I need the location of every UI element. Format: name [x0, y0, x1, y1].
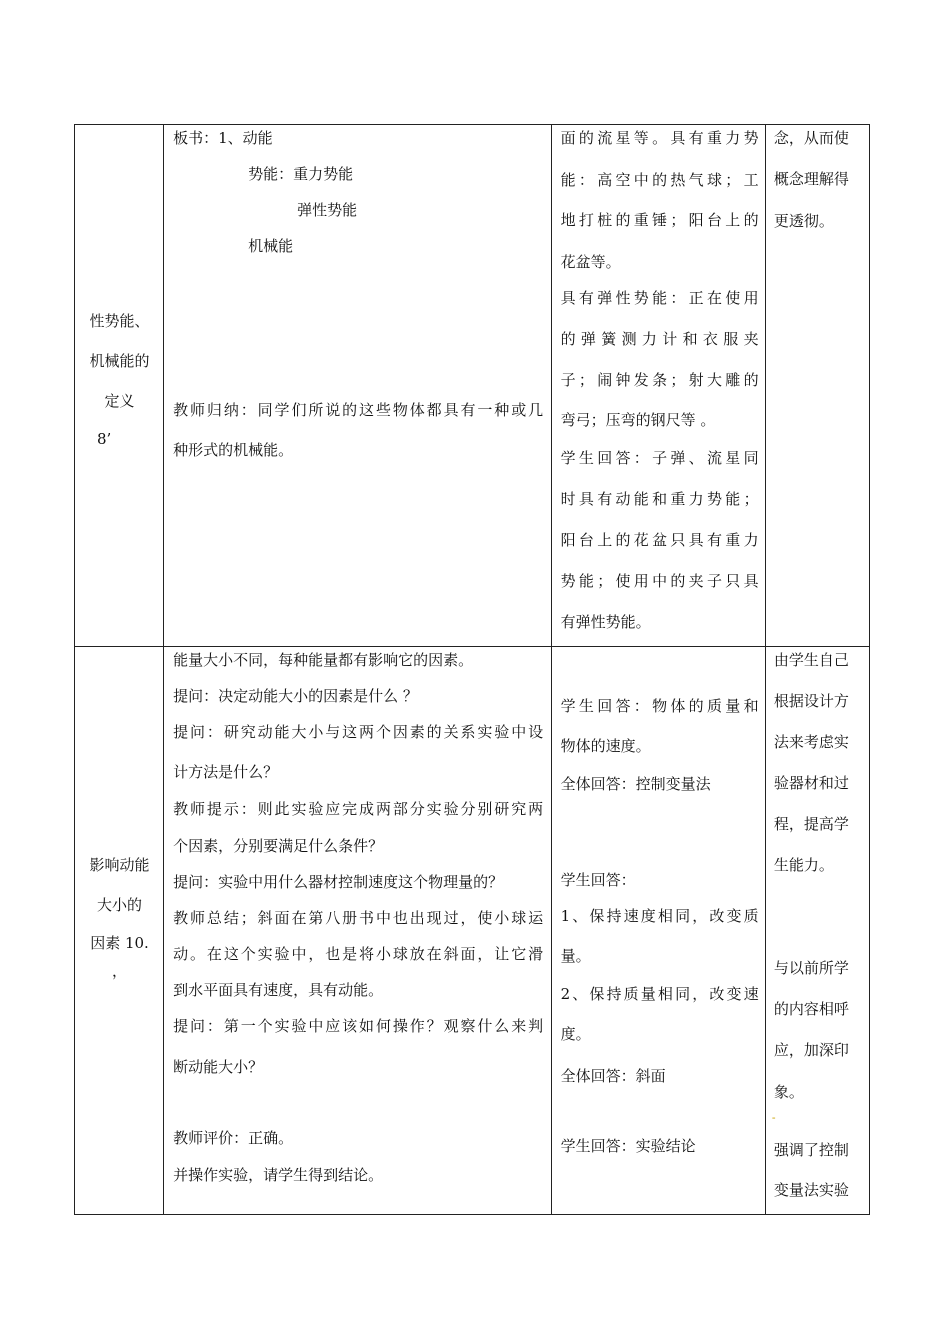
teacher-activity-cell [164, 125, 551, 647]
intent-line: 由学生自己 [773, 651, 849, 669]
student-line: 1、保持速度相同，改变质 [560, 907, 759, 925]
table-row [75, 125, 870, 647]
student-line: 度。 [560, 1025, 591, 1043]
student-line: 量。 [560, 947, 591, 965]
design-intent-cell [765, 125, 869, 647]
teacher-line: 动。在这个实验中，也是将小球放在斜面，让它滑 [173, 945, 544, 963]
intent-line: 强调了控制 [773, 1141, 849, 1159]
teacher-line: 提问：实验中用什么器材控制速度这个物理量的？ [173, 873, 504, 891]
stage-line: 影响动能 [89, 856, 150, 874]
teacher-summary-line: 教师归纳：同学们所说的这些物体都具有一种或几 [173, 401, 544, 419]
teacher-line: 提问：第一个实验中应该如何操作？观察什么来判 [173, 1017, 544, 1035]
intent-line: 应，加深印 [773, 1041, 849, 1059]
teacher-line: 计方法是什么？ [173, 763, 279, 781]
student-line: 具有弹性势能：正在使用 [560, 289, 759, 307]
stage-line: 大小的 [96, 896, 142, 914]
intent-line: 生能力。 [773, 856, 834, 874]
student-line: 2、保持质量相同，改变速 [560, 985, 759, 1003]
teacher-line: 能量大小不同，每种能量都有影响它的因素。 [173, 651, 474, 669]
student-line: 全体回答：控制变量法 [560, 775, 711, 793]
teacher-line: 教师评价：正确。 [173, 1129, 294, 1147]
intent-line: 验器材和过 [773, 774, 849, 792]
intent-line: 念，从而使 [773, 129, 849, 147]
table-row [75, 647, 870, 1215]
student-line: 有弹性势能。 [560, 613, 651, 631]
student-line: 能：高空中的热气球；工 [560, 171, 759, 189]
intent-line: 象。 [773, 1083, 804, 1101]
board-elastic: 弹性势能 [297, 201, 358, 219]
intent-line: 程，提高学 [773, 815, 849, 833]
intent-line: 更透彻。 [773, 212, 834, 230]
stage-line: 因素 10. [90, 934, 149, 952]
stage-line: 性势能、 [89, 312, 150, 330]
student-line: 时具有动能和重力势能； [560, 490, 759, 508]
teacher-line: 提问：决定动能大小的因素是什么 ？ [173, 687, 418, 705]
teacher-line: 并操作实验，请学生得到结论。 [173, 1166, 384, 1184]
stage-cell [75, 647, 164, 1215]
intent-line: 概念理解得 [773, 170, 849, 188]
student-line: 弯弓；压弯的钢尺等 。 [560, 411, 716, 429]
stage-cell [75, 125, 164, 647]
board-potential: 势能：重力势能 [248, 165, 354, 183]
design-intent-cell [765, 647, 869, 1215]
student-line: 物体的速度。 [560, 737, 651, 755]
lesson-plan-table [74, 124, 870, 1215]
teacher-line: 教师提示：则此实验应完成两部分实验分别研究两 [173, 800, 544, 818]
board-mechanical: 机械能 [248, 237, 294, 255]
student-line: 面的流星等。具有重力势 [560, 129, 759, 147]
intent-line: 的内容相呼 [773, 1000, 849, 1018]
teacher-line: 提问：研究动能大小与这两个因素的关系实验中设 [173, 723, 544, 741]
stage-line: 机械能的 [89, 352, 150, 370]
teacher-activity-cell [164, 647, 551, 1215]
stage-line: 8’ [97, 430, 112, 448]
student-line: 地打桩的重锤；阳台上的 [560, 211, 759, 229]
student-line: 学生回答： [560, 871, 636, 889]
intent-line: 与以前所学 [773, 959, 849, 977]
student-line: 学生回答：子弹、流星同 [560, 449, 759, 467]
student-line: 学生回答：实验结论 [560, 1137, 696, 1155]
intent-line: 变量法实验 [773, 1181, 849, 1199]
student-activity-cell [551, 125, 765, 647]
teacher-summary-line: 种形式的机械能。 [173, 441, 294, 459]
student-activity-cell [551, 647, 765, 1215]
teacher-line: 个因素，分别要满足什么条件？ [173, 837, 384, 855]
teacher-line: 教师总结；斜面在第八册书中也出现过，使小球运 [173, 909, 544, 927]
student-line: 花盆等。 [560, 253, 621, 271]
student-line: 子；闹钟发条；射大雕的 [560, 371, 759, 389]
board-title: 板书：1、动能 [173, 129, 273, 147]
teacher-line: 到水平面具有速度，具有动能。 [173, 981, 384, 999]
student-line: 势能；使用中的夹子只具 [560, 572, 759, 590]
student-line: 全体回答：斜面 [560, 1067, 666, 1085]
stage-line: ， [111, 962, 127, 980]
student-line: 阳台上的花盆只具有重力 [560, 531, 759, 549]
student-line: 学生回答：物体的质量和 [560, 697, 759, 715]
intent-line: 根据设计方 [773, 692, 849, 710]
student-line: 的弹簧测力计和衣服夹 [560, 330, 759, 348]
stage-line: 定义 [104, 392, 135, 410]
intent-line: 法来考虑实 [773, 733, 849, 751]
teacher-line: 断动能大小？ [173, 1058, 264, 1076]
intent-mark: - [771, 1111, 776, 1124]
